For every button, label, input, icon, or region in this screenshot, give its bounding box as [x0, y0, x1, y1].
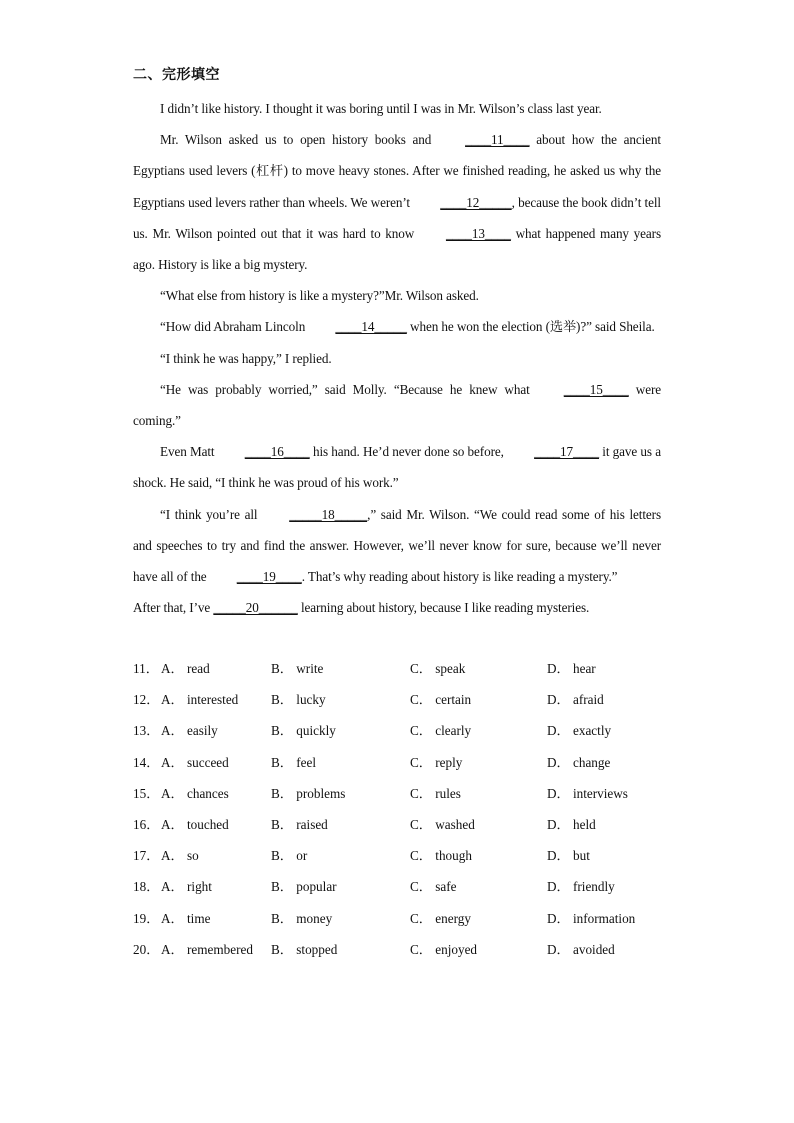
blank-20: _____20______ — [213, 600, 298, 616]
option-d: D． exactly — [547, 723, 612, 739]
option-b: B． quickly — [271, 723, 336, 739]
option-b: B． raised — [271, 816, 328, 832]
question-number: 11． — [133, 661, 159, 676]
option-a: A． right — [161, 879, 212, 895]
text: Even Matt — [160, 444, 218, 460]
option-b: B． write — [271, 661, 324, 676]
blank-13: ____13____ — [445, 225, 511, 241]
paragraph-3: “What else from history is like a mystery?”Mr. Wilson asked. — [160, 288, 479, 304]
paragraph-9 — [133, 592, 661, 623]
question-number: 20． — [133, 941, 160, 957]
section-title: 二、完形填空 — [133, 67, 220, 83]
question-number: 18． — [133, 879, 160, 895]
text: Mr. Wilson asked us to open history books and — [160, 132, 439, 148]
question-number: 14． — [133, 754, 160, 770]
text: it gave us a shock. He said, “I think he was proud of his work.” — [133, 444, 661, 491]
option-d: D． afraid — [547, 692, 604, 708]
option-d: D． but — [547, 848, 590, 864]
option-c: C． safe — [410, 879, 457, 895]
option-c: C． energy — [410, 910, 471, 926]
blank-18: _____18_____ — [289, 506, 368, 522]
paragraph-1: I didn’t like history. I thought it was boring until I was in Mr. Wilson’s class last year. — [160, 101, 602, 116]
option-c: C． clearly — [410, 723, 472, 739]
option-d: D． hear — [547, 661, 596, 676]
option-d: D． information — [547, 910, 636, 926]
blank-16: ____16____ — [244, 444, 310, 460]
blank-19: ____19____ — [236, 569, 302, 585]
question-number: 12． — [133, 692, 160, 708]
option-b: B． stopped — [271, 941, 338, 957]
question-row — [133, 653, 673, 684]
paragraph-6 — [133, 374, 661, 436]
question-row — [133, 934, 673, 965]
option-d: D． held — [547, 816, 596, 832]
blank-14: ____14_____ — [335, 319, 407, 335]
option-d: D． friendly — [547, 879, 615, 895]
blank-17: ____17____ — [534, 444, 600, 460]
option-a: A． chances — [161, 785, 229, 801]
question-number: 19． — [133, 910, 160, 926]
option-a: A． so — [161, 848, 199, 864]
paragraph-5: “I think he was happy,” I replied. — [160, 350, 332, 366]
option-c: C． certain — [410, 692, 472, 708]
question-row — [133, 871, 673, 902]
paragraph-2 — [133, 124, 661, 280]
text: learning about history, because I like reading mysteries. — [297, 600, 590, 616]
text: , because the book didn’t tell us. Mr. Wilson pointed out that it was hard to know — [133, 194, 661, 241]
question-row — [133, 809, 673, 840]
text: After that, I’ve — [133, 600, 214, 616]
question-number: 16． — [133, 816, 160, 832]
blank-11: ____11____ — [465, 132, 530, 148]
option-b: B． popular — [271, 879, 337, 895]
option-c: C． speak — [410, 661, 466, 676]
blank-15: ____15____ — [563, 381, 629, 397]
text: about how the ancient Egyptians used levers (杠杆) to move heavy stones. After we finished reading, he asked us why the Egyptians used levers rather than wheels. We weren’t — [133, 132, 661, 210]
option-d: D． avoided — [547, 941, 615, 957]
paragraph-4 — [133, 311, 661, 342]
question-number: 13． — [133, 723, 160, 739]
text: . That’s why reading about history is like reading a mystery.” — [301, 569, 618, 585]
option-b: B． problems — [271, 785, 346, 801]
option-c: C． enjoyed — [410, 941, 478, 957]
option-a: A． read — [161, 661, 210, 676]
option-a: A． touched — [161, 816, 229, 832]
question-number: 17． — [133, 848, 160, 864]
paragraph-8 — [133, 499, 661, 593]
option-b: B． feel — [271, 754, 317, 770]
question-row — [133, 903, 673, 934]
text: were coming.” — [133, 381, 661, 429]
option-b: B． money — [271, 910, 333, 926]
cloze-passage — [133, 93, 661, 623]
paragraph-7 — [133, 436, 661, 498]
question-row — [133, 840, 673, 871]
option-a: A． time — [161, 910, 211, 926]
text: what happened many years ago. History is like a big mystery. — [133, 225, 661, 273]
option-b: B． lucky — [271, 692, 326, 708]
text: ,” said Mr. Wilson. “We could read some of his letters and speeches to try and find the answer. However, we’ll never know for sure, because we’ll never have all of the — [133, 506, 662, 585]
text: when he won the election (选举)?” said Sheila. — [406, 319, 655, 335]
option-a: A． interested — [161, 692, 239, 708]
option-c: C． reply — [410, 754, 463, 770]
text: “I think you’re all — [160, 506, 263, 522]
answer-options — [133, 653, 673, 965]
question-row — [133, 715, 673, 746]
question-row — [133, 747, 673, 778]
option-a: A． remembered — [161, 941, 253, 957]
question-row — [133, 778, 673, 809]
option-d: D． change — [547, 754, 611, 770]
option-c: C． though — [410, 848, 472, 864]
question-number: 15． — [133, 785, 160, 801]
option-a: A． succeed — [161, 754, 229, 770]
option-a: A． easily — [161, 723, 218, 739]
text: “He was probably worried,” said Molly. “Because he knew what — [160, 381, 537, 397]
blank-12: ____12_____ — [440, 194, 512, 210]
option-c: C． rules — [410, 785, 461, 801]
option-c: C． washed — [410, 816, 475, 832]
option-b: B． or — [271, 848, 308, 864]
option-d: D． interviews — [547, 785, 628, 801]
text: his hand. He’d never done so before, — [309, 444, 508, 460]
text: “How did Abraham Lincoln — [160, 319, 309, 335]
question-row — [133, 684, 673, 715]
